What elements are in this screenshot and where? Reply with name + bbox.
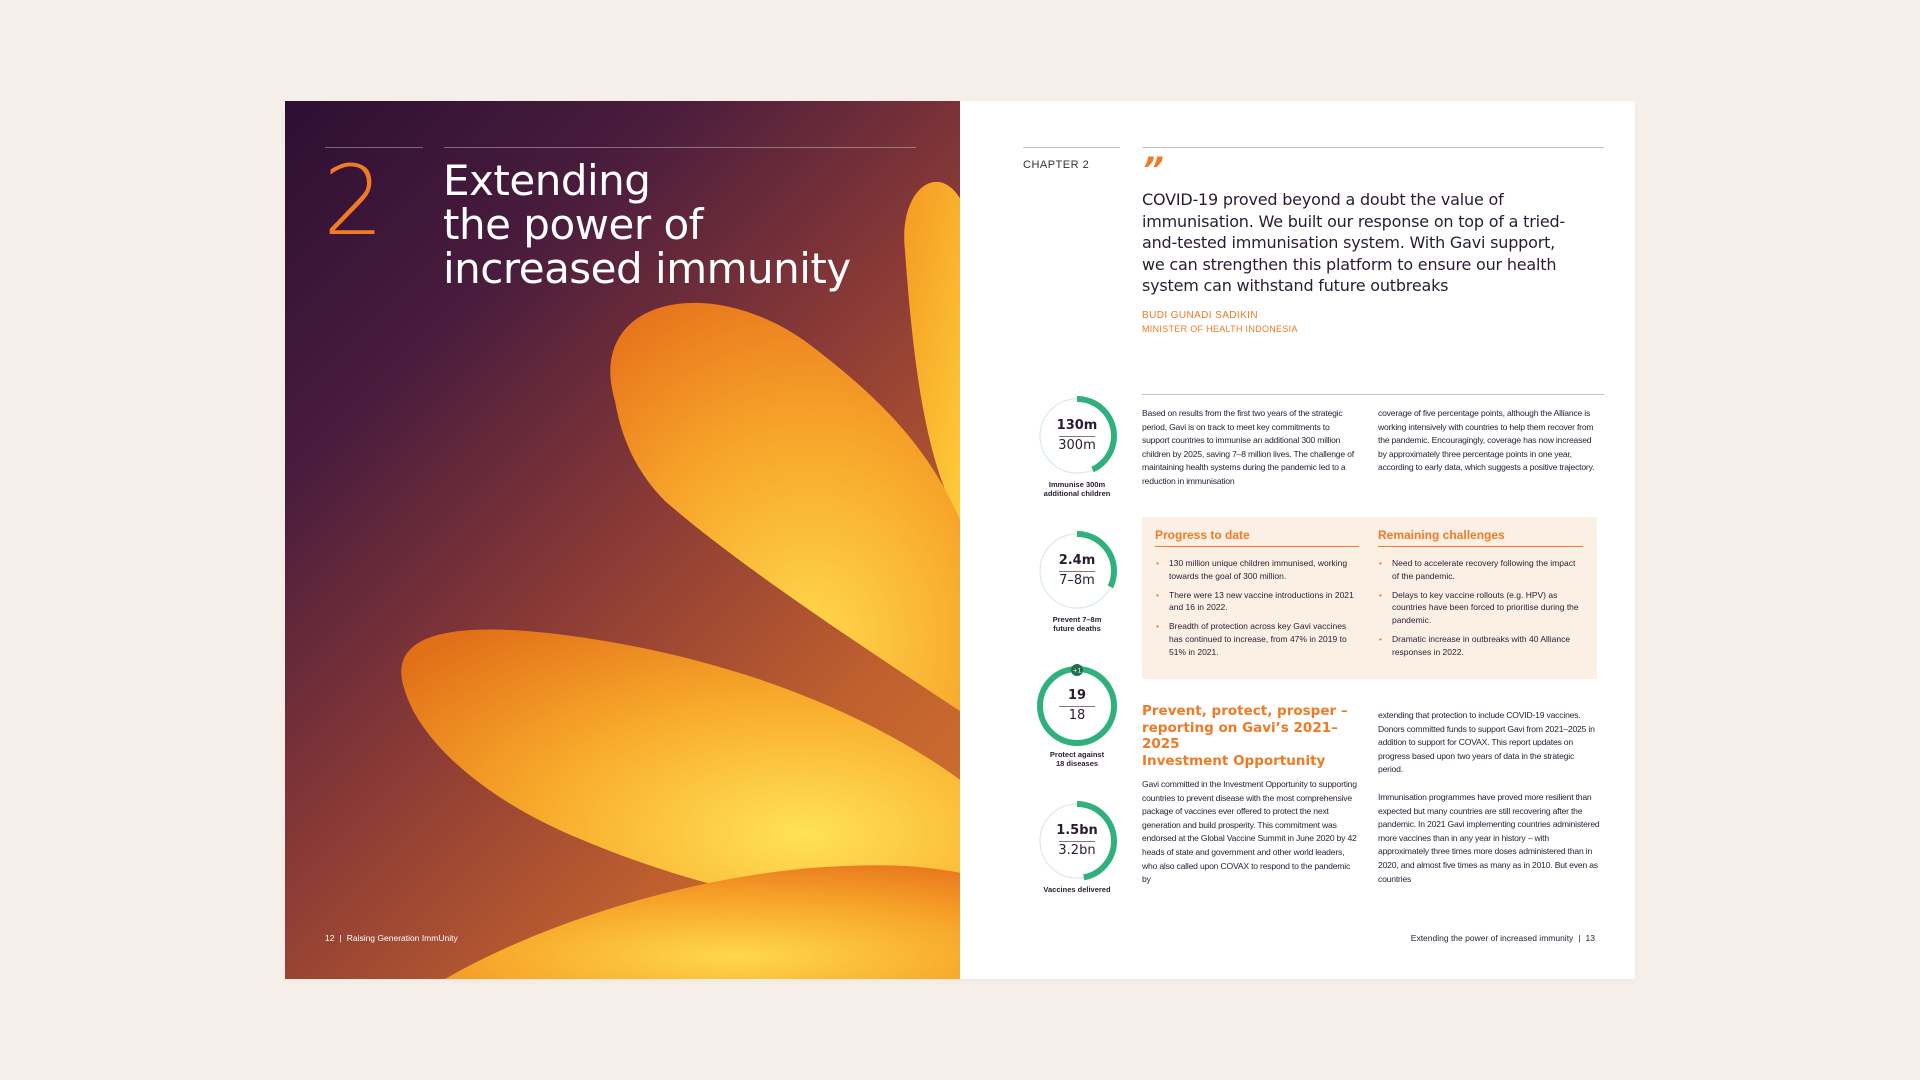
progress-heading-rule	[1155, 546, 1359, 547]
progress-panel	[1142, 517, 1597, 679]
list-item: • Need to accelerate recovery following the impact of the pandemic.	[1378, 557, 1584, 583]
ring-value: 1.5bn	[1056, 823, 1098, 838]
challenges-list	[1378, 557, 1584, 665]
left-footer	[325, 933, 458, 943]
progress-ring-block	[1020, 529, 1134, 633]
list-item: • Breadth of protection across key Gavi vaccines has continued to increase, from 47% in 2019 to 51% in 2021.	[1155, 620, 1361, 658]
section-divider	[1142, 394, 1604, 395]
ring-divider	[1059, 706, 1095, 707]
rule-right-short	[1023, 147, 1120, 148]
progress-heading: Progress to date	[1155, 528, 1250, 542]
ring-divider	[1059, 841, 1095, 842]
ring-value: 19	[1067, 688, 1087, 703]
chapter-number: 2	[323, 145, 385, 257]
right-page-number: 13	[1585, 933, 1595, 943]
challenges-heading-rule	[1378, 546, 1583, 547]
section-column-2a: extending that protection to include COVID-19 vaccines. Donors committed funds to support Gavi from 2021–2025 in addition to support for COVAX. This report updates on progress based upon two years of data in the strategic period.	[1378, 710, 1595, 775]
ring-value: 2.4m	[1058, 553, 1096, 568]
quote-mark-icon: ”	[1142, 150, 1164, 190]
rule-right-long	[1142, 147, 1604, 148]
rule-left-long	[444, 147, 916, 148]
section-column-2b: Immunisation programmes have proved more resilient than expected but many countries are still recovering after the pandemic. In 2021 Gavi implementing countries administered more vaccines than in any year in history – with approximately three times more doses administered than in 2020, and almost five times as many as in 2010. But even as countries	[1378, 792, 1600, 884]
chapter-title: Extending the power of increased immunity	[443, 156, 851, 293]
section-column-1: Gavi committed in the Investment Opportunity to supporting countries to prevent disease with the most comprehensive package of vaccines ever offered to protect the next generation and build prosperity. This commitment was endorsed at the Global Vaccine Summit in June 2020 by 42 heads of state and government and other world leaders, who also called upon COVAX to respond to the pandemic by	[1142, 779, 1357, 885]
progress-ring-block	[1020, 799, 1134, 894]
progress-ring-block	[1020, 664, 1134, 768]
list-item: • Delays to key vaccine rollouts (e.g. HPV) as countries have been forced to prioritise during the pandemic.	[1378, 589, 1584, 627]
right-page	[960, 101, 1635, 979]
report-spread	[285, 101, 1635, 979]
left-footer-title: Raising Generation ImmUnity	[346, 933, 458, 943]
section-subheading: Prevent, protect, prosper – reporting on Gavi’s 2021–2025 Investment Opportunity	[1142, 703, 1348, 769]
progress-ring-block	[1020, 394, 1134, 498]
progress-list	[1155, 557, 1361, 665]
ring-divider	[1059, 436, 1095, 437]
right-footer-title: Extending the power of increased immunity	[1410, 933, 1574, 943]
intro-column-2: coverage of five percentage points, although the Alliance is working intensively with countries to help them recover from the pandemic. Encouragingly, coverage has now increased by approximately three percentage points in one year, according to early data, which suggests a positive trajectory.	[1378, 408, 1595, 473]
left-page-number: 12	[325, 933, 335, 943]
ring-divider	[1059, 571, 1095, 572]
list-item: • There were 13 new vaccine introductions in 2021 and 16 in 2022.	[1155, 589, 1361, 615]
ring-target: 3.2bn	[1058, 843, 1096, 858]
challenges-heading: Remaining challenges	[1378, 528, 1505, 542]
left-footer-separator: |	[339, 933, 342, 943]
right-footer-separator: |	[1578, 933, 1581, 943]
list-item: • Dramatic increase in outbreaks with 40 Alliance responses in 2022.	[1378, 633, 1584, 659]
quote-role: MINISTER OF HEALTH INDONESIA	[1142, 324, 1298, 334]
ring-badge-text: +1	[1072, 667, 1082, 675]
ring-label: Prevent 7–8m future deaths	[1052, 615, 1102, 633]
ring-label: Vaccines delivered	[1043, 885, 1111, 894]
ring-label: Immunise 300m additional children	[1043, 480, 1111, 498]
right-footer	[1411, 933, 1595, 943]
quote-author: BUDI GUNADI SADIKIN	[1142, 310, 1258, 321]
intro-column-1: Based on results from the first two years of the strategic period, Gavi is on track to meet key commitments to support countries to immunise an additional 300 million children by 2025, saving 7–8 million lives. The challenge of maintaining health systems during the pandemic led to a reduction in immunisation	[1142, 408, 1354, 486]
list-item: • 130 million unique children immunised, working towards the goal of 300 million.	[1155, 557, 1361, 583]
ring-target: 7–8m	[1059, 573, 1095, 588]
left-page	[285, 101, 960, 979]
chapter-label: CHAPTER 2	[1023, 159, 1090, 171]
ring-value: 130m	[1056, 418, 1098, 433]
ring-target: 18	[1068, 708, 1086, 723]
ring-label: Protect against 18 diseases	[1049, 750, 1105, 768]
pull-quote: COVID-19 proved beyond a doubt the value of immunisation. We built our response on top of a tried-and-tested immunisation system. With Gavi support, we can strengthen this platform to ensure our health system can withstand future outbreaks	[1142, 190, 1566, 295]
ring-target: 300m	[1058, 438, 1096, 453]
